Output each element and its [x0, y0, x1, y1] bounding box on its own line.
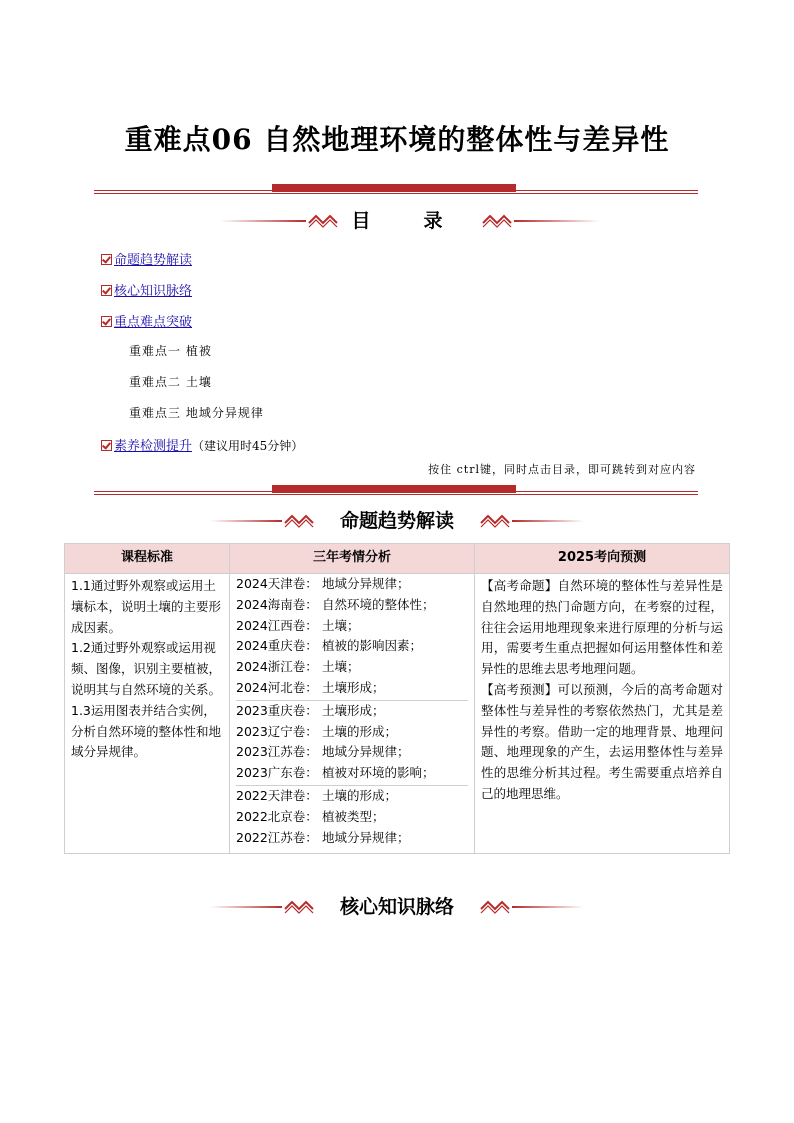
column-header: 2025考向预测 — [475, 544, 730, 574]
toc-link[interactable]: 命题趋势解读 — [114, 253, 193, 268]
checkbox-icon — [101, 440, 112, 451]
section-heading — [0, 892, 794, 922]
checkbox-icon — [101, 285, 112, 296]
forecast-paragraph: 【高考预测】可以预测，今后的高考命题对整体性与差异性的考察依然热门，尤其是差异性的考察。借助一定的地理背景、地理问题、地理现象的产生，去运用整体性与差异性的思维分析其过程。考生需要重点培养自己的地理思维。 — [481, 681, 723, 801]
divider-rule — [94, 184, 698, 198]
checkbox-icon — [101, 316, 112, 327]
toc-item[interactable] — [101, 311, 192, 330]
toc-note: （建议用时45分钟） — [192, 439, 304, 453]
toc-link[interactable]: 素养检测提升 — [114, 439, 193, 454]
exam-entry: 2023广东卷： 植被对环境的影响； — [236, 765, 435, 781]
toc-item[interactable] — [101, 249, 192, 268]
exam-entry: 2024江西卷： 土壤； — [236, 617, 360, 633]
toc-subitem[interactable]: 重难点二 土壤 — [129, 375, 212, 389]
exam-entry: 2024浙江卷： 土壤； — [236, 659, 360, 675]
standard-item: 1.2通过野外观察或运用视频、图像，识别主要植被，说明其与自然环境的关系。 — [71, 640, 222, 697]
zigzag-ornament-icon — [482, 211, 512, 231]
exam-group-2023 — [236, 701, 468, 786]
exam-entry: 2024重庆卷： 植被的影响因素； — [236, 638, 423, 654]
toc-link[interactable]: 核心知识脉络 — [114, 284, 193, 299]
toc-item[interactable] — [101, 435, 303, 454]
exam-group-2024 — [236, 574, 468, 701]
exam-entry: 2024河北卷： 土壤形成； — [236, 679, 385, 695]
toc-heading — [0, 206, 794, 236]
exam-entry: 2024海南卷： 自然环境的整体性； — [236, 596, 435, 612]
divider-rule — [94, 485, 698, 499]
section-title: 核心知识脉络 — [339, 896, 454, 918]
standards-cell — [65, 574, 230, 854]
column-header: 三年考情分析 — [230, 544, 475, 574]
forecast-paragraph: 【高考命题】自然环境的整体性与差异性是自然地理的热门命题方向，在考察的过程，往往会运用地理现象来进行原理的分析与运用，需要考生重点把握如何运用整体性和差异性的思维去思考地理问题。 — [481, 578, 723, 677]
standard-item: 1.3运用图表并结合实例，分析自然环境的整体性和地域分异规律。 — [71, 702, 222, 760]
trend-table — [64, 543, 730, 854]
exam-entry: 2022天津卷： 土壤的形成； — [236, 787, 398, 803]
toc-title: 目 录 — [351, 210, 443, 232]
exam-analysis-cell — [230, 574, 475, 854]
toc-subitem[interactable]: 重难点一 植被 — [129, 344, 212, 358]
toc-link[interactable]: 重点难点突破 — [114, 315, 193, 330]
navigation-hint: 按住 ctrl键，同时点击目录，即可跳转到对应内容 — [428, 463, 696, 476]
exam-entry: 2022江苏卷： 地域分异规律； — [236, 829, 410, 845]
exam-entry: 2023重庆卷： 土壤形成； — [236, 702, 385, 718]
page-title: 重难点06 自然地理环境的整体性与差异性 — [124, 123, 670, 156]
toc-subitem[interactable]: 重难点三 地域分异规律 — [129, 406, 264, 420]
zigzag-ornament-icon — [480, 511, 510, 531]
checkbox-icon — [101, 254, 112, 265]
standard-item: 1.1通过野外观察或运用土壤标本，说明土壤的主要形成因素。 — [71, 578, 222, 635]
section-title: 命题趋势解读 — [339, 510, 454, 532]
exam-entry: 2024天津卷： 地域分异规律； — [236, 576, 410, 591]
exam-entry: 2023辽宁卷： 土壤的形成； — [236, 723, 398, 739]
exam-entry: 2022北京卷： 植被类型； — [236, 808, 385, 824]
toc-item[interactable] — [101, 280, 192, 299]
forecast-cell — [475, 574, 730, 854]
zigzag-ornament-icon — [480, 897, 510, 917]
exam-group-2022 — [236, 786, 468, 849]
section-heading — [0, 506, 794, 536]
column-header: 课程标准 — [65, 544, 230, 574]
exam-entry: 2023江苏卷： 地域分异规律； — [236, 744, 410, 760]
